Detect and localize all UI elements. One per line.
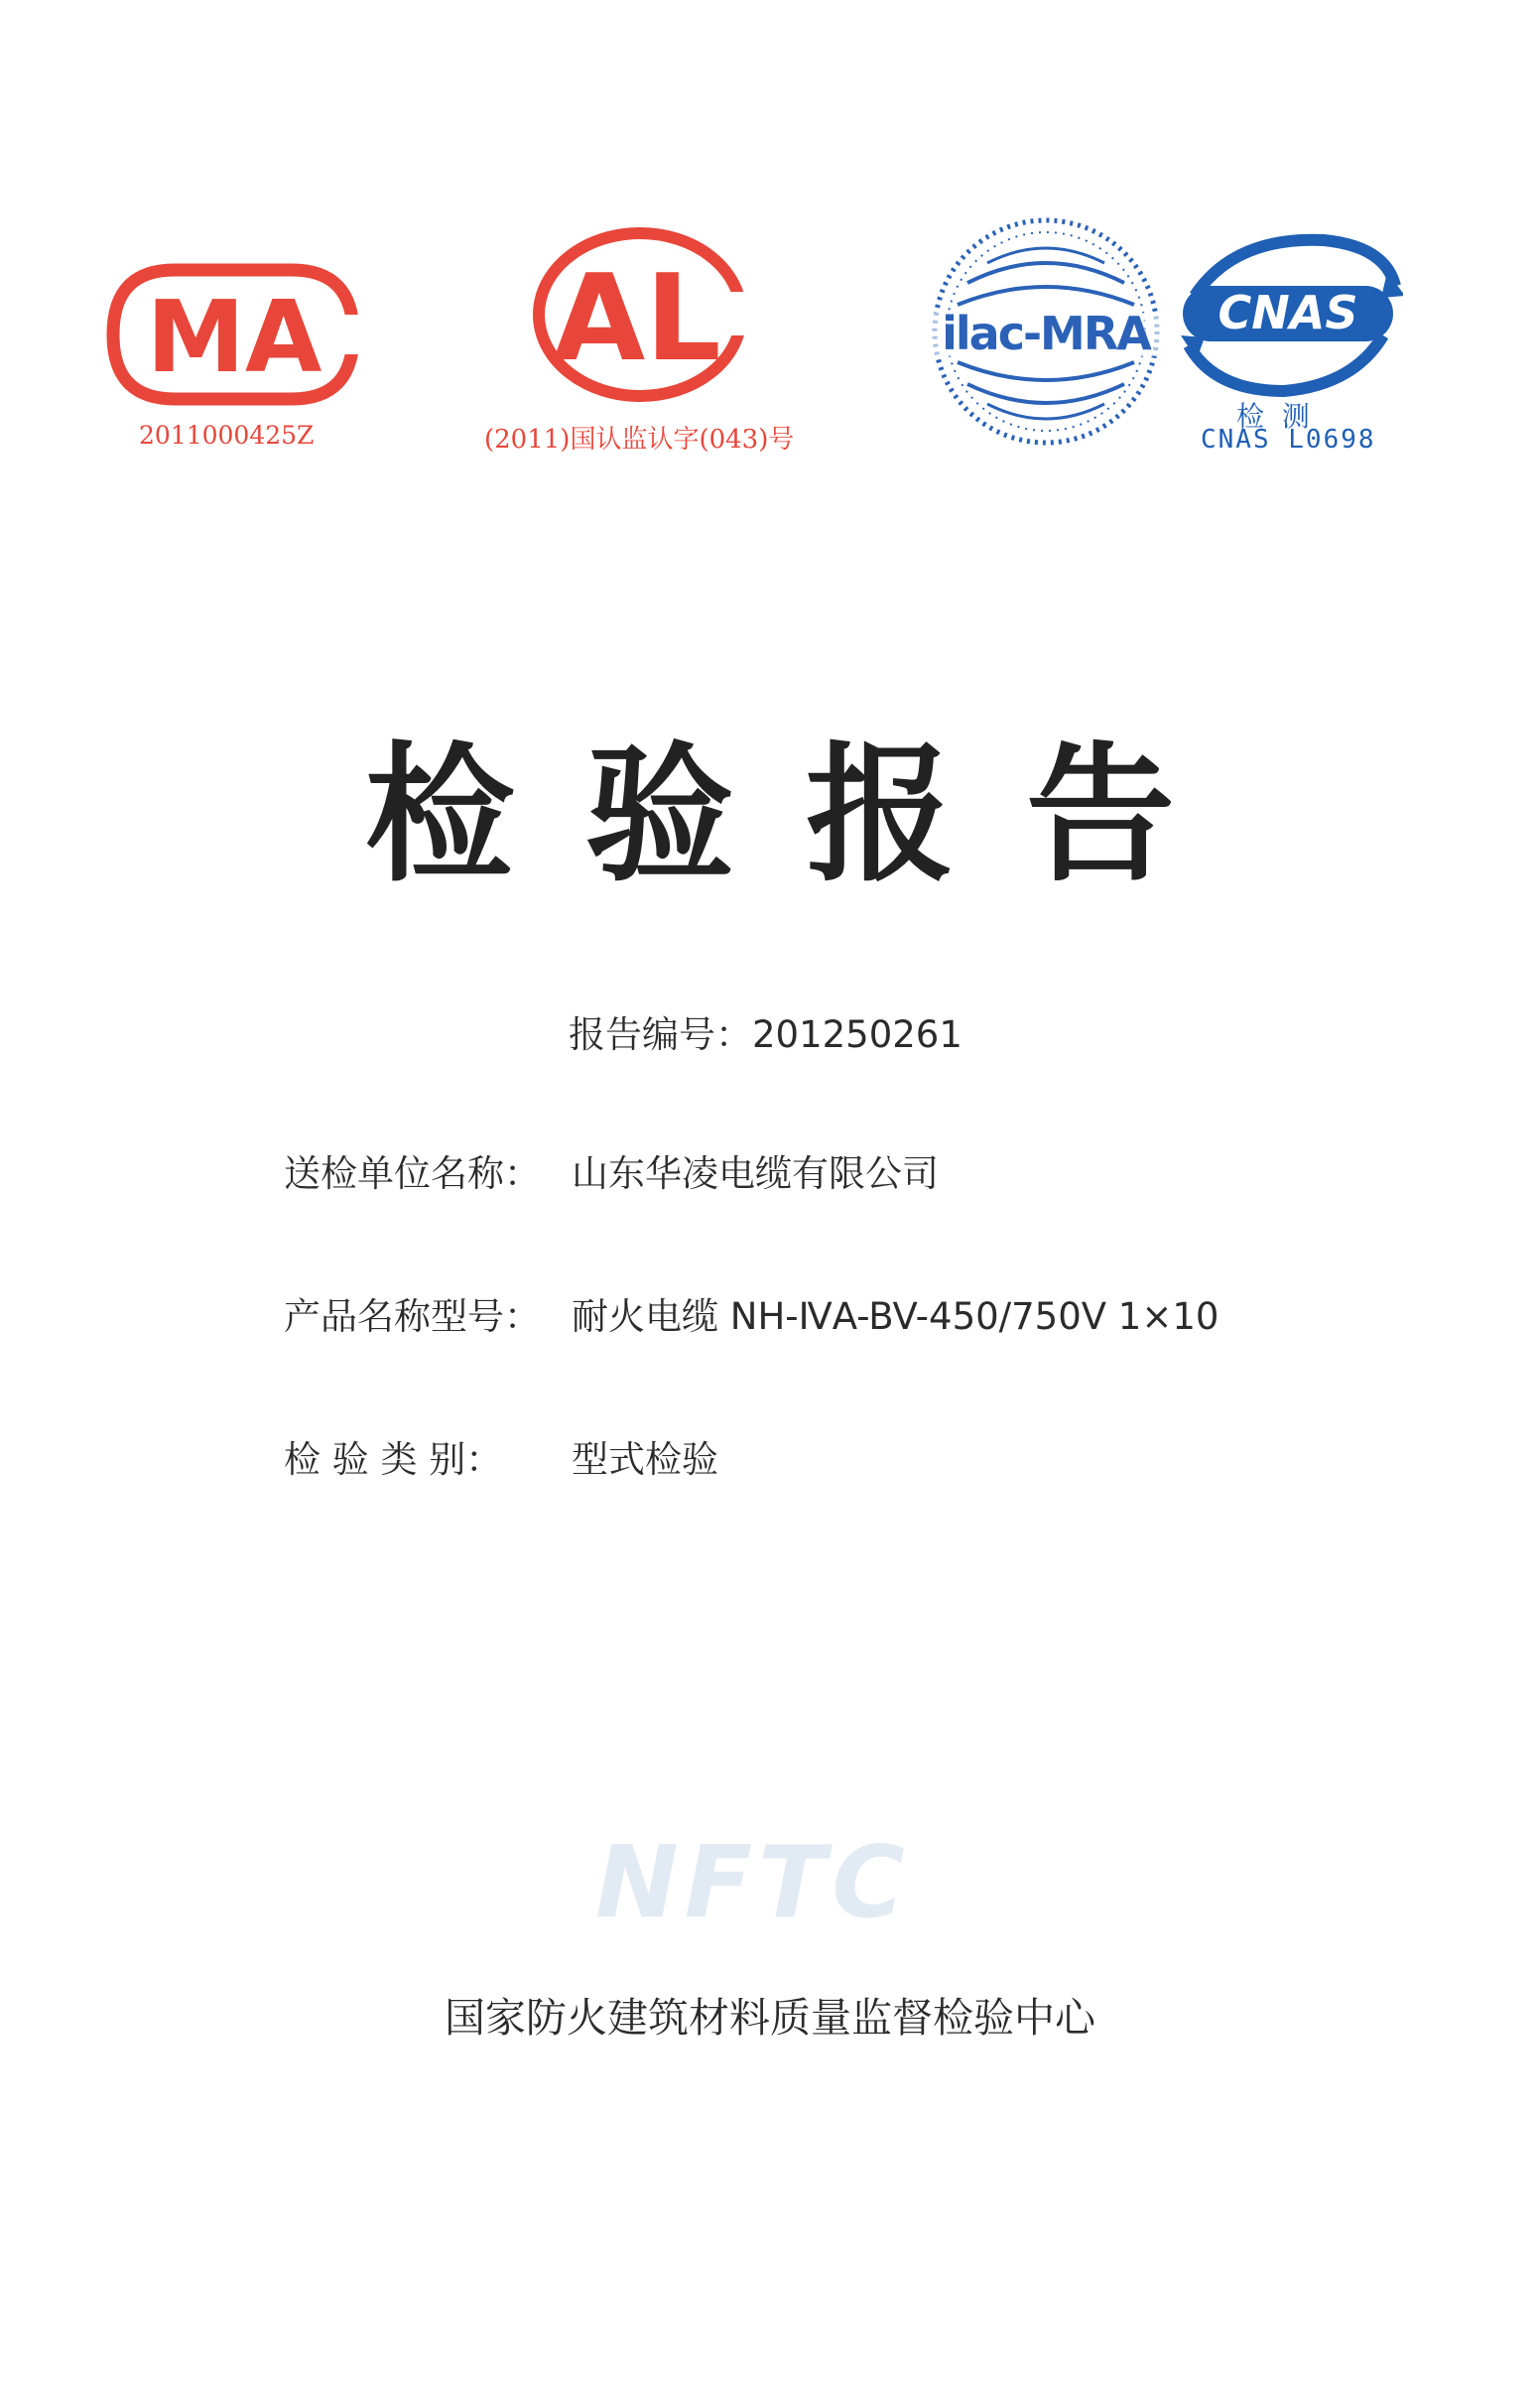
cma-logo: [103, 260, 363, 409]
field-row-category: [284, 1429, 718, 1483]
cma-seal-icon: [103, 260, 363, 409]
ilac-mra-logo: [928, 213, 1164, 450]
cma-seal-letters: MA: [146, 279, 322, 395]
cnas-sub-cn: 检 测: [1236, 400, 1310, 433]
cnas-swoosh-icon: [1175, 226, 1403, 415]
organization-name: 国家防火建筑材料质量监督检验中心: [445, 1994, 1095, 2042]
report-title: 检验报告: [364, 729, 1246, 902]
cal-seal-icon: [526, 220, 754, 409]
field-label-category: 检 验 类 别：: [284, 1438, 503, 1481]
nftc-watermark: NFTC: [595, 1824, 911, 1940]
cnas-letters: CNAS: [1218, 286, 1358, 339]
cnas-logo: [1175, 226, 1403, 415]
ilac-mra-globe-icon: [928, 213, 1164, 450]
field-row-product: [284, 1286, 1219, 1340]
field-row-submitter: [284, 1143, 939, 1197]
field-value-submitter: 山东华凌电缆有限公司: [572, 1152, 939, 1195]
field-label-product: 产品名称型号：: [284, 1295, 541, 1338]
ilac-mra-text: ilac-MRA: [942, 307, 1150, 360]
cal-logo: [526, 220, 754, 409]
report-number-value: 201250261: [752, 1013, 962, 1056]
report-number-line: [569, 1004, 962, 1058]
cal-seal-letters: AL: [553, 250, 721, 388]
report-number-label: 报告编号：: [569, 1013, 752, 1056]
field-value-product: 耐火电缆 NH-ⅣA-BV-450/750V 1×10: [572, 1295, 1219, 1338]
cal-code: (2011)国认监认字(043)号: [484, 425, 795, 455]
field-value-category: 型式检验: [572, 1438, 718, 1481]
field-label-submitter: 送检单位名称：: [284, 1152, 541, 1195]
cnas-sub-code: CNAS L0698: [1201, 425, 1376, 455]
cma-code: 2011000425Z: [139, 421, 315, 450]
